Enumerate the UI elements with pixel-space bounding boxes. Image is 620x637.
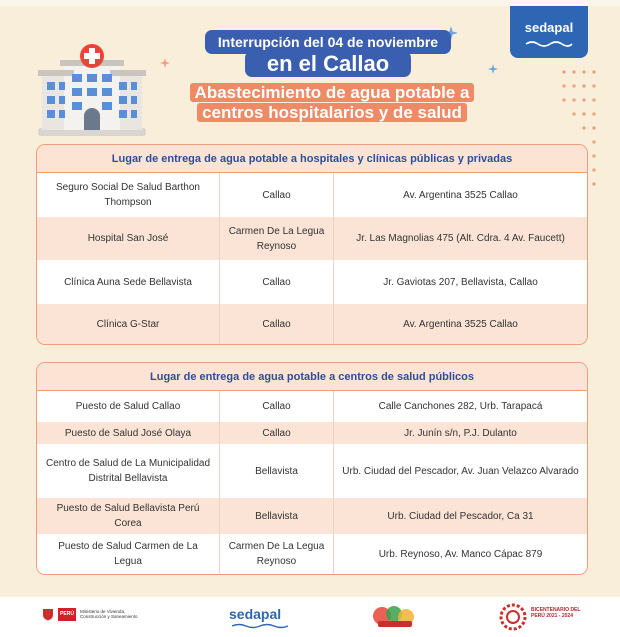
table-row bbox=[37, 534, 587, 574]
table-row bbox=[37, 173, 587, 217]
brand-name: sedapal bbox=[524, 20, 574, 35]
footer-logos bbox=[0, 597, 620, 637]
cell-name: Puesto de Salud Carmen de La Legua bbox=[37, 534, 220, 574]
peru-tag: PERÚ bbox=[58, 608, 76, 621]
cell-name: Clínica Auna Sede Bellavista bbox=[37, 260, 220, 304]
table-row bbox=[37, 391, 587, 422]
cell-district: Callao bbox=[220, 260, 334, 304]
cell-name: Puesto de Salud José Olaya bbox=[37, 422, 220, 444]
cell-name: Seguro Social De Salud Barthon Thompson bbox=[37, 173, 220, 217]
cell-district: Callao bbox=[220, 173, 334, 217]
cell-address: Jr. Gaviotas 207, Bellavista, Callao bbox=[383, 276, 538, 288]
peru-shield-icon bbox=[42, 608, 54, 621]
cell-address: Urb. Reynoso, Av. Manco Cápac 879 bbox=[378, 548, 543, 560]
title-line-1: Interrupción del 04 de noviembre bbox=[205, 30, 451, 54]
cell-name: Puesto de Salud Callao bbox=[37, 391, 220, 422]
cell-name: Centro de Salud de La Municipalidad Distrital Bellavista bbox=[37, 444, 220, 498]
table-row bbox=[37, 422, 587, 444]
cell-district: Bellavista bbox=[220, 444, 334, 498]
table-row bbox=[37, 498, 587, 534]
sedapal-wave-icon bbox=[231, 623, 289, 629]
subtitle-text: Abastecimiento de agua potable a centros hospitalarios y de salud bbox=[190, 83, 475, 122]
cell-district: Carmen De La Legua Reynoso bbox=[220, 534, 334, 574]
cell-district: Callao bbox=[220, 422, 334, 444]
sedapal-wave-icon bbox=[524, 40, 574, 48]
table-row bbox=[37, 304, 587, 344]
cell-district: Carmen De La Legua Reynoso bbox=[220, 217, 334, 260]
hospitals-table bbox=[36, 144, 588, 345]
cell-name: Hospital San José bbox=[37, 217, 220, 260]
brand-badge bbox=[510, 6, 588, 58]
cell-address: Jr. Las Magnolias 475 (Alt. Cdra. 4 Av. Faucett) bbox=[356, 233, 565, 244]
ministry-name: Ministerio de Vivienda, Construcción y Saneamiento bbox=[80, 609, 138, 619]
hospital-icon bbox=[32, 42, 150, 142]
subtitle bbox=[176, 83, 488, 123]
cell-address: Calle Canchones 282, Urb. Tarapacá bbox=[378, 401, 543, 412]
cell-district: Callao bbox=[220, 304, 334, 344]
cell-district: Callao bbox=[220, 391, 334, 422]
cell-district: Bellavista bbox=[220, 498, 334, 534]
cell-address: Urb. Ciudad del Pescador, Ca 31 bbox=[387, 510, 534, 522]
cell-name: Puesto de Salud Bellavista Perú Corea bbox=[37, 498, 220, 534]
footer-sedapal-logo: sedapal bbox=[229, 606, 282, 622]
table-row bbox=[37, 444, 587, 498]
table-row bbox=[37, 260, 587, 304]
bicentenario-logo bbox=[498, 602, 528, 632]
table-heading: Lugar de entrega de agua potable a hospitales y clínicas públicas y privadas bbox=[37, 145, 587, 173]
title-line-2: en el Callao bbox=[245, 51, 411, 77]
bicentenario-text: BICENTENARIO DEL PERÚ 2021 - 2024 bbox=[531, 607, 581, 619]
cell-address: Jr. Junín s/n, P.J. Dulanto bbox=[404, 427, 517, 439]
sparkle-icon bbox=[160, 58, 170, 68]
table-heading: Lugar de entrega de agua potable a centros de salud públicos bbox=[37, 363, 587, 391]
table-row bbox=[37, 217, 587, 260]
cell-address: Urb. Ciudad del Pescador, Av. Juan Velazco Alvarado bbox=[342, 465, 579, 477]
peru-campaign-logo bbox=[370, 601, 420, 631]
cell-address: Av. Argentina 3525 Callao bbox=[403, 189, 518, 201]
cell-address: Av. Argentina 3525 Callao bbox=[403, 318, 518, 330]
sparkle-icon bbox=[488, 64, 498, 74]
cell-name: Clínica G-Star bbox=[37, 304, 220, 344]
health-centers-table bbox=[36, 362, 588, 575]
